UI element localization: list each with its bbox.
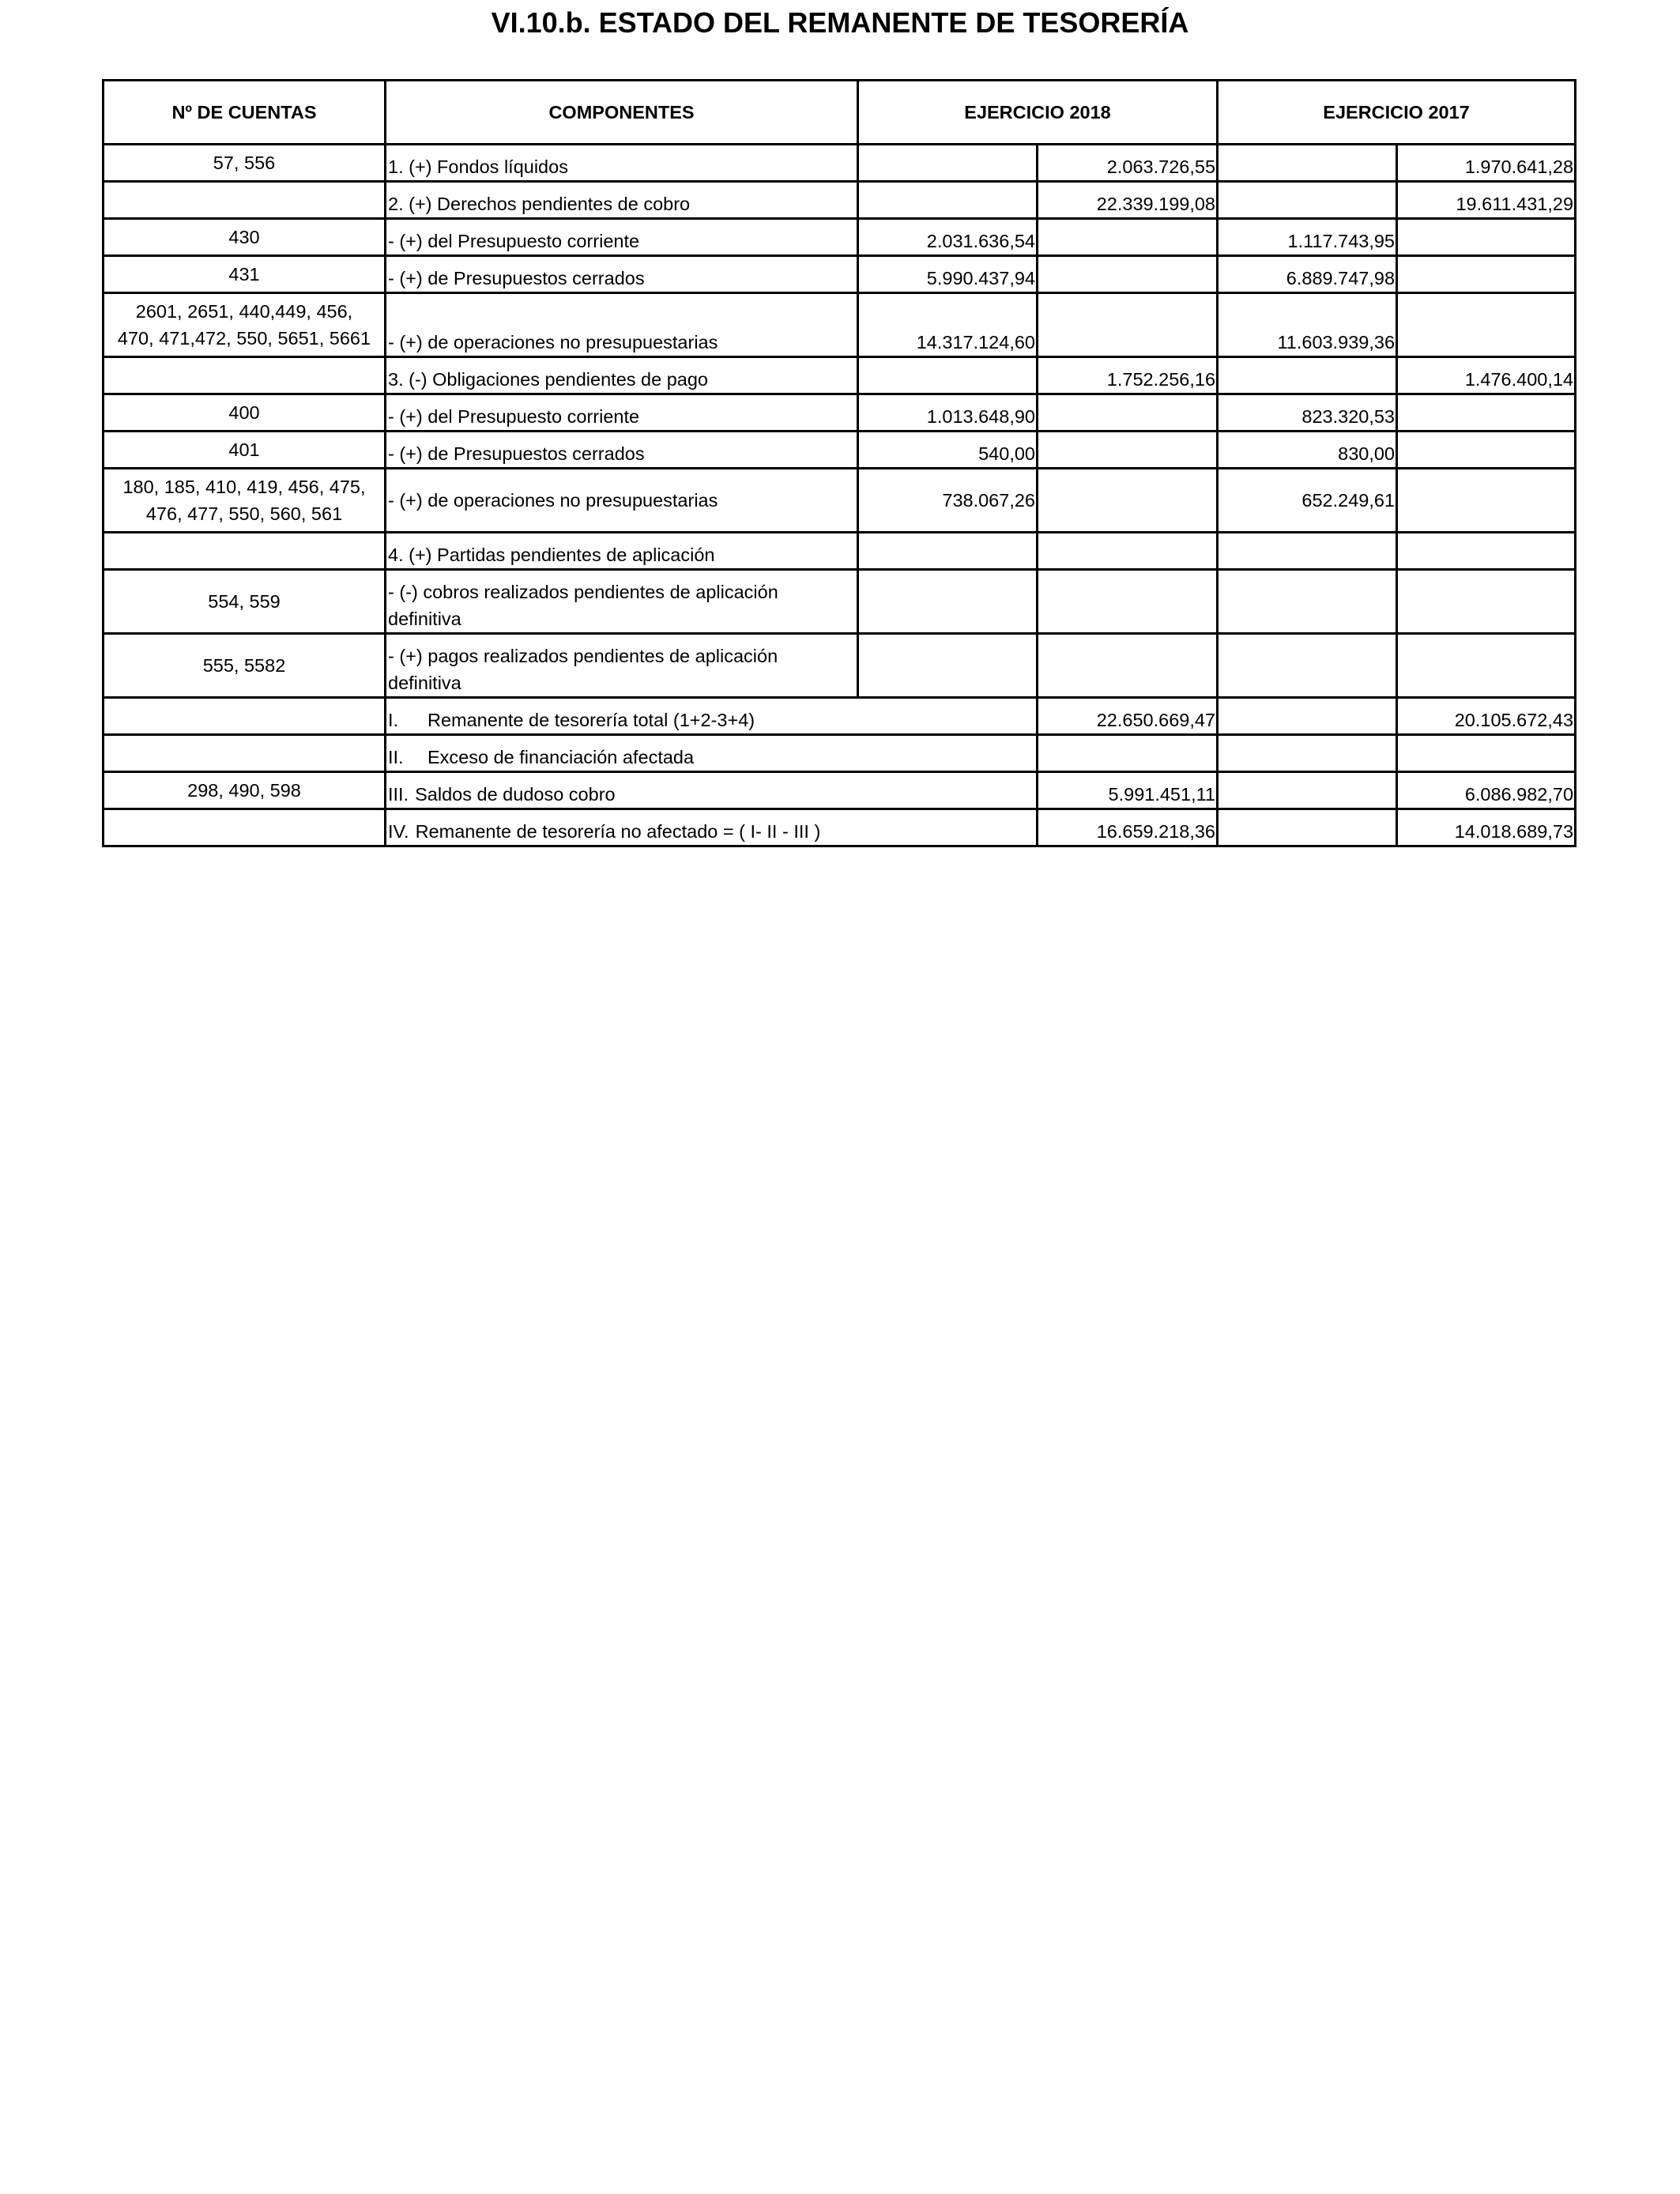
table-row	[104, 256, 1576, 293]
cell-2018-detalle: 540,00	[858, 432, 1038, 469]
cell-componente: - (+) de operaciones no presupuestarias	[386, 469, 858, 533]
roman-numeral: I.	[388, 710, 399, 730]
cell-2018-total	[1038, 293, 1218, 357]
cell-2017-detalle	[1218, 145, 1397, 182]
cell-cuentas	[104, 809, 386, 846]
total-row	[104, 735, 1576, 772]
cell-total-label	[386, 772, 1038, 809]
total-label: Saldos de dudoso cobro	[415, 784, 616, 805]
header-ejercicio-2018: EJERCICIO 2018	[858, 81, 1218, 145]
table-row	[104, 293, 1576, 357]
table-row	[104, 182, 1576, 219]
cell-2018-total	[1038, 533, 1218, 570]
table-header-row	[104, 81, 1576, 145]
total-label: Exceso de financiación afectada	[428, 747, 695, 767]
cell-2018-total	[1038, 735, 1218, 772]
cell-total-label	[386, 735, 1038, 772]
cell-2017-total: 6.086.982,70	[1397, 772, 1576, 809]
cell-2017-detalle: 652.249,61	[1218, 469, 1397, 533]
cell-2017-detalle: 830,00	[1218, 432, 1397, 469]
cell-2017-total: 19.611.431,29	[1397, 182, 1576, 219]
table-row	[104, 357, 1576, 394]
cell-cuentas: 554, 559	[104, 570, 386, 634]
cell-cuentas: 57, 556	[104, 145, 386, 182]
table-row	[104, 145, 1576, 182]
table-row	[104, 533, 1576, 570]
cell-2017-total	[1397, 293, 1576, 357]
cell-2017-total: 14.018.689,73	[1397, 809, 1576, 846]
cell-2017-detalle	[1218, 570, 1397, 634]
cell-2018-detalle: 5.990.437,94	[858, 256, 1038, 293]
total-row	[104, 698, 1576, 735]
cell-cuentas: 400	[104, 394, 386, 432]
cell-2018-total	[1038, 256, 1218, 293]
cell-2018-detalle	[858, 145, 1038, 182]
cell-componente: 1. (+) Fondos líquidos	[386, 145, 858, 182]
cell-2017-detalle	[1218, 698, 1397, 735]
cell-cuentas	[104, 698, 386, 735]
cell-2017-total	[1397, 219, 1576, 256]
total-row	[104, 772, 1576, 809]
cell-2018-total: 1.752.256,16	[1038, 357, 1218, 394]
cell-componente: 2. (+) Derechos pendientes de cobro	[386, 182, 858, 219]
cell-cuentas	[104, 357, 386, 394]
cell-2018-detalle	[858, 570, 1038, 634]
cell-2017-detalle	[1218, 735, 1397, 772]
cell-2018-total	[1038, 469, 1218, 533]
cuentas-line-2: 470, 471,472, 550, 5651, 5661	[117, 328, 371, 349]
cell-2017-detalle	[1218, 634, 1397, 698]
cell-2017-total: 1.970.641,28	[1397, 145, 1576, 182]
cell-cuentas	[104, 533, 386, 570]
cell-2017-detalle: 823.320,53	[1218, 394, 1397, 432]
cell-cuentas: 430	[104, 219, 386, 256]
cell-2017-detalle	[1218, 809, 1397, 846]
cell-2018-total	[1038, 432, 1218, 469]
cuentas-line-2: 476, 477, 550, 560, 561	[145, 503, 343, 524]
table-row	[104, 394, 1576, 432]
table-row	[104, 570, 1576, 634]
cell-2017-detalle: 6.889.747,98	[1218, 256, 1397, 293]
cell-2018-detalle	[858, 533, 1038, 570]
header-componentes: COMPONENTES	[386, 81, 858, 145]
roman-numeral: II.	[388, 747, 404, 767]
cell-cuentas: 401	[104, 432, 386, 469]
componente-line-1: - (+) pagos realizados pendientes de aplicación	[388, 646, 778, 666]
remanente-table	[102, 79, 1576, 847]
header-cuentas: Nº DE CUENTAS	[104, 81, 386, 145]
total-label: Remanente de tesorería total (1+2-3+4)	[428, 710, 755, 730]
table-row	[104, 469, 1576, 533]
cell-2017-detalle: 1.117.743,95	[1218, 219, 1397, 256]
roman-numeral: III.	[388, 784, 409, 805]
cell-2017-total	[1397, 432, 1576, 469]
componente-line-1: - (-) cobros realizados pendientes de aplicación	[388, 582, 778, 602]
cell-componente: - (+) de operaciones no presupuestarias	[386, 293, 858, 357]
cell-2017-total: 20.105.672,43	[1397, 698, 1576, 735]
cuentas-line-1: 2601, 2651, 440,449, 456,	[135, 301, 353, 322]
cell-2018-detalle: 738.067,26	[858, 469, 1038, 533]
cell-2017-detalle	[1218, 772, 1397, 809]
cell-2017-detalle	[1218, 357, 1397, 394]
cell-2018-detalle: 2.031.636,54	[858, 219, 1038, 256]
cell-componente: - (+) de Presupuestos cerrados	[386, 256, 858, 293]
cell-2018-total: 22.339.199,08	[1038, 182, 1218, 219]
cell-2018-total: 2.063.726,55	[1038, 145, 1218, 182]
cell-2018-total: 22.650.669,47	[1038, 698, 1218, 735]
cell-2018-total: 5.991.451,11	[1038, 772, 1218, 809]
cell-componente: - (+) de Presupuestos cerrados	[386, 432, 858, 469]
componente-line-2: definitiva	[388, 609, 461, 629]
cell-2017-detalle	[1218, 182, 1397, 219]
cell-2018-detalle	[858, 357, 1038, 394]
table-row	[104, 219, 1576, 256]
cell-2018-total	[1038, 570, 1218, 634]
cell-2017-total	[1397, 735, 1576, 772]
header-ejercicio-2017: EJERCICIO 2017	[1218, 81, 1576, 145]
cell-cuentas: 298, 490, 598	[104, 772, 386, 809]
roman-numeral: IV.	[388, 821, 409, 842]
cell-total-label	[386, 698, 1038, 735]
cell-2018-total	[1038, 219, 1218, 256]
cell-2018-detalle: 14.317.124,60	[858, 293, 1038, 357]
cell-total-label	[386, 809, 1038, 846]
cell-2017-total	[1397, 634, 1576, 698]
cell-componente	[386, 634, 858, 698]
cell-2017-total	[1397, 570, 1576, 634]
cell-2017-detalle	[1218, 533, 1397, 570]
table-row	[104, 432, 1576, 469]
cell-cuentas: 555, 5582	[104, 634, 386, 698]
cell-2018-detalle	[858, 634, 1038, 698]
cell-2017-total	[1397, 533, 1576, 570]
cell-2018-total	[1038, 634, 1218, 698]
cell-2018-detalle	[858, 182, 1038, 219]
cell-2017-total	[1397, 469, 1576, 533]
cell-2017-total: 1.476.400,14	[1397, 357, 1576, 394]
cell-2018-total: 16.659.218,36	[1038, 809, 1218, 846]
cell-cuentas	[104, 735, 386, 772]
cell-componente	[386, 570, 858, 634]
cell-2017-detalle: 11.603.939,36	[1218, 293, 1397, 357]
componente-line-2: definitiva	[388, 673, 461, 693]
cell-componente: - (+) del Presupuesto corriente	[386, 219, 858, 256]
cell-cuentas: 431	[104, 256, 386, 293]
cell-cuentas	[104, 293, 386, 357]
cell-2018-detalle: 1.013.648,90	[858, 394, 1038, 432]
total-row	[104, 809, 1576, 846]
cell-cuentas	[104, 469, 386, 533]
cell-componente: 4. (+) Partidas pendientes de aplicación	[386, 533, 858, 570]
cell-2017-total	[1397, 394, 1576, 432]
cell-2018-total	[1038, 394, 1218, 432]
cell-componente: - (+) del Presupuesto corriente	[386, 394, 858, 432]
page-title: VI.10.b. ESTADO DEL REMANENTE DE TESORERÍA	[491, 6, 1189, 39]
cuentas-line-1: 180, 185, 410, 419, 456, 475,	[122, 477, 366, 497]
total-label: Remanente de tesorería no afectado = ( I- II - III )	[415, 821, 821, 842]
cell-componente: 3. (-) Obligaciones pendientes de pago	[386, 357, 858, 394]
cell-2017-total	[1397, 256, 1576, 293]
table-row	[104, 634, 1576, 698]
cell-cuentas	[104, 182, 386, 219]
